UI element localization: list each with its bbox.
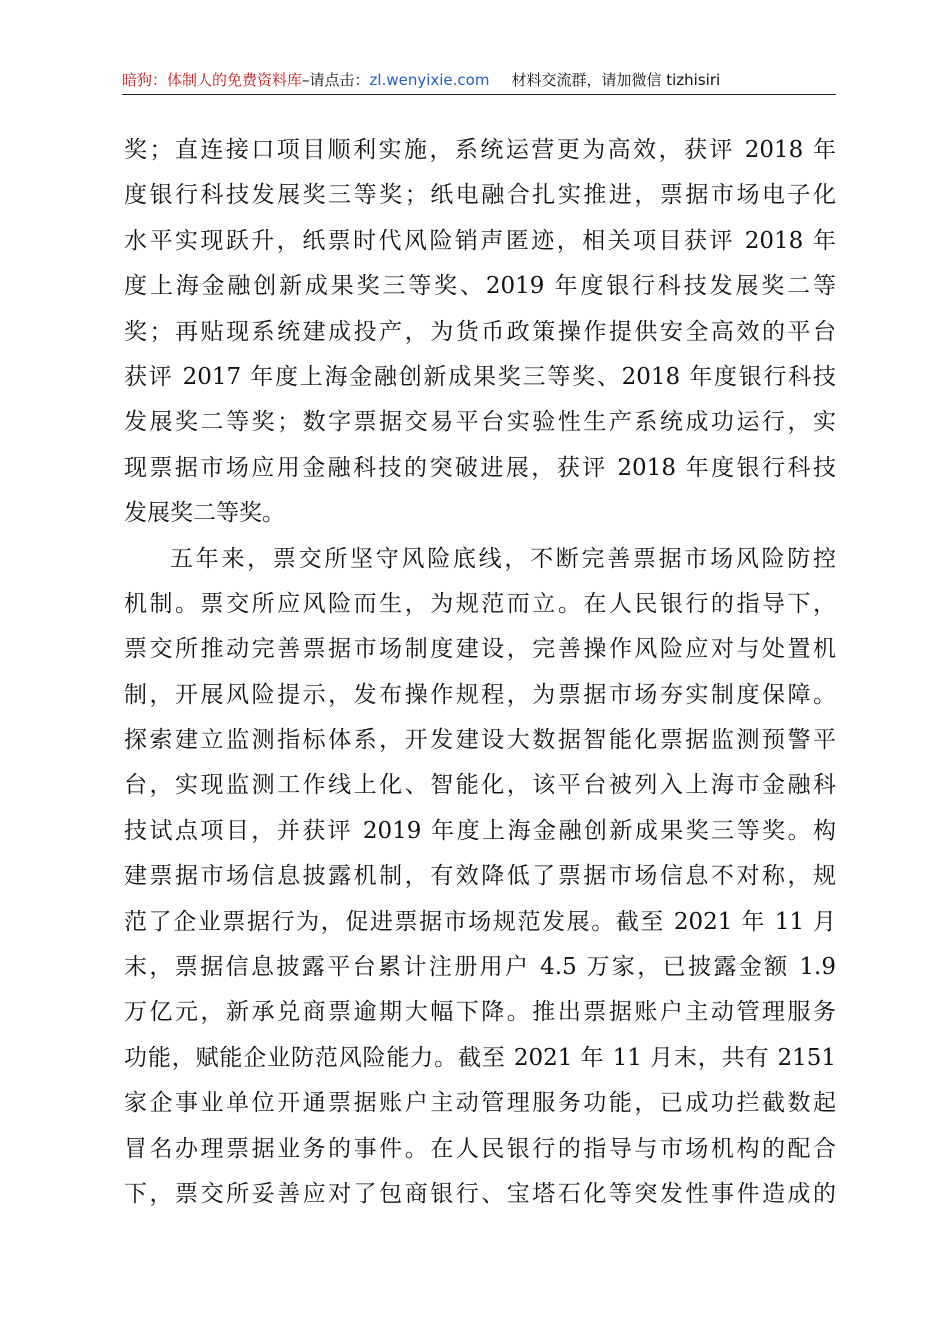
document-body bbox=[124, 128, 836, 1217]
header-contact: 材料交流群，请加微信 tizhisiri bbox=[511, 71, 721, 89]
text-line: 五年来，票交所坚守风险底线，不断完善票据市场风险防控 bbox=[170, 545, 836, 572]
text-line: 获评 2017 年度上海金融创新成果奖三等奖、2018 年度银行科技 bbox=[124, 363, 836, 390]
text-line: 水平实现跃升，纸票时代风险销声匿迹，相关项目获评 2018 年 bbox=[124, 227, 836, 254]
text-line: 台，实现监测工作线上化、智能化，该平台被列入上海市金融科 bbox=[124, 772, 836, 799]
text-line: 技试点项目，并获评 2019 年度上海金融创新成果奖三等奖。构 bbox=[124, 817, 836, 844]
text-line: 现票据市场应用金融科技的突破进展，获评 2018 年度银行科技 bbox=[124, 454, 836, 481]
text-line: 范了企业票据行为，促进票据市场规范发展。截至 2021 年 11 月 bbox=[124, 908, 836, 935]
text-line: 票交所推动完善票据市场制度建设，完善操作风险应对与处置机 bbox=[124, 636, 836, 663]
paragraph-1 bbox=[124, 128, 836, 537]
text-line: 度上海金融创新成果奖三等奖、2019 年度银行科技发展奖二等 bbox=[124, 273, 836, 300]
text-line: 奖；直连接口项目顺利实施，系统运营更为高效，获评 2018 年 bbox=[124, 137, 836, 163]
text-line: 末，票据信息披露平台累计注册用户 4.5 万家，已披露金额 1.9 bbox=[124, 954, 836, 981]
text-line: 探索建立监测指标体系，开发建设大数据智能化票据监测预警平 bbox=[124, 727, 836, 754]
paragraph-2 bbox=[124, 537, 836, 1218]
text-line: 功能，赋能企业防范风险能力。截至 2021 年 11 月末，共有 2151 bbox=[124, 1044, 836, 1071]
text-line: 建票据市场信息披露机制，有效降低了票据市场信息不对称，规 bbox=[124, 863, 836, 890]
page-header bbox=[122, 70, 836, 95]
text-line: 机制。票交所应风险而生，为规范而立。在人民银行的指导下， bbox=[124, 590, 836, 617]
text-line: 冒名办理票据业务的事件。在人民银行的指导与市场机构的配合 bbox=[124, 1135, 836, 1162]
text-line: 奖；再贴现系统建成投产，为货币政策操作提供安全高效的平台 bbox=[124, 318, 836, 345]
header-url-link[interactable]: zl.wenyixie.com bbox=[369, 71, 490, 89]
text-line: 发展奖二等奖；数字票据交易平台实验性生产系统成功运行，实 bbox=[124, 409, 836, 436]
text-line: 度银行科技发展奖三等奖；纸电融合扎实推进，票据市场电子化 bbox=[124, 182, 836, 209]
header-click-prompt: –请点击： bbox=[302, 71, 370, 89]
text-line: 下，票交所妥善应对了包商银行、宝塔石化等突发性事件造成的 bbox=[124, 1180, 836, 1207]
text-line: 万亿元，新承兑商票逾期大幅下降。推出票据账户主动管理服务 bbox=[124, 999, 836, 1026]
text-line: 发展奖二等奖。 bbox=[124, 500, 285, 527]
text-line: 家企事业单位开通票据账户主动管理服务功能，已成功拦截数起 bbox=[124, 1090, 836, 1117]
text-line: 制，开展风险提示，发布操作规程，为票据市场夯实制度保障。 bbox=[124, 681, 836, 708]
header-brand: 暗狗：体制人的免费资料库 bbox=[122, 71, 303, 89]
